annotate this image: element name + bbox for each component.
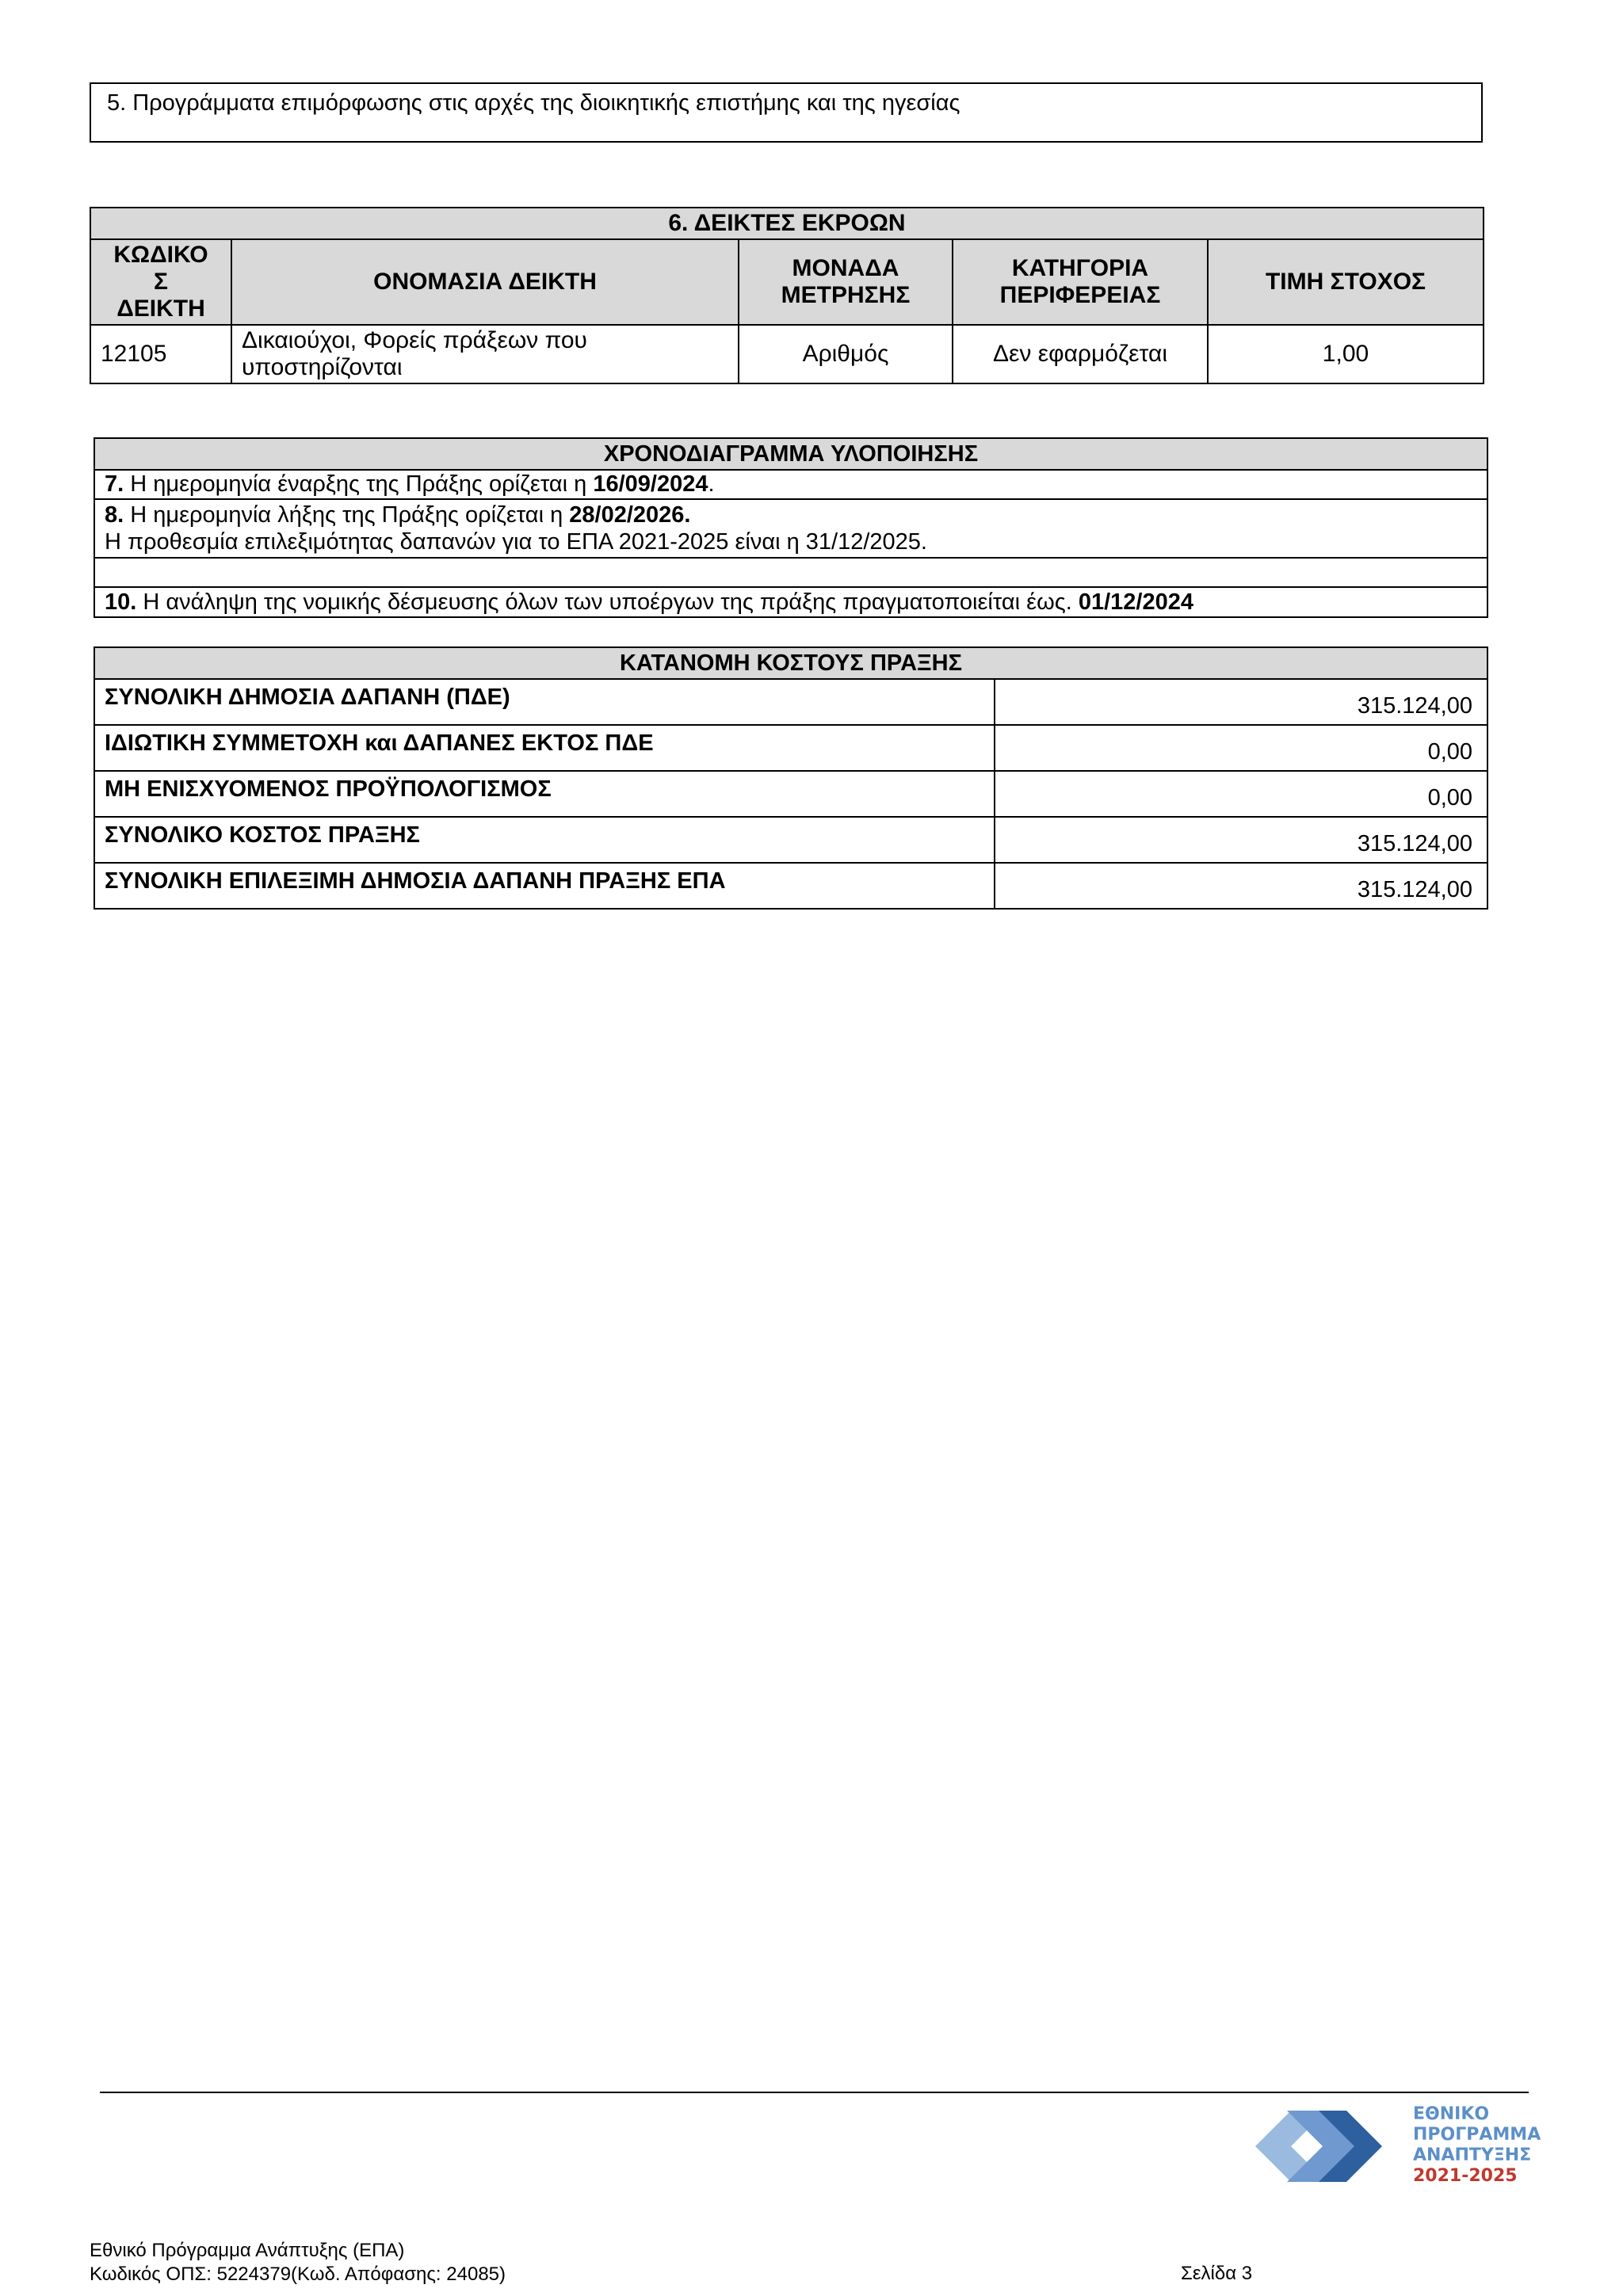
cost-value: 0,00 bbox=[995, 771, 1487, 817]
table-row bbox=[94, 725, 1487, 771]
table-row bbox=[90, 325, 1484, 383]
footer-program: Εθνικό Πρόγραμμα Ανάπτυξης (ΕΠΑ) bbox=[90, 2240, 405, 2261]
cost-value: 315.124,00 bbox=[995, 863, 1487, 909]
page-number: Σελίδα 3 bbox=[1181, 2263, 1253, 2284]
footer-info bbox=[90, 2239, 506, 2286]
indicator-unit: Αριθμός bbox=[739, 325, 953, 383]
schedule-item-7: 7. Η ημερομηνία έναρξης της Πράξης ορίζεται η 16/09/2024. bbox=[94, 470, 1487, 499]
indicator-target: 1,00 bbox=[1208, 325, 1484, 383]
cost-value: 0,00 bbox=[995, 725, 1487, 771]
header-unit: ΜΟΝΑΔΑ ΜΕΤΡΗΣΗΣ bbox=[739, 239, 953, 325]
output-indicators-table bbox=[90, 207, 1484, 384]
table-row bbox=[94, 863, 1487, 909]
section-5-box bbox=[90, 82, 1483, 143]
indicator-name: Δικαιούχοι, Φορείς πράξεων που υποστηρίζονται bbox=[231, 325, 739, 383]
logo-wordmark: ΕΘΝΙΚΟ ΠΡΟΓΡΑΜΜΑ ΑΝΑΠΤΥΞΗΣ 2021-2025 bbox=[1413, 2104, 1541, 2186]
header-name: ΟΝΟΜΑΣΙΑ ΔΕΙΚΤΗ bbox=[231, 239, 739, 325]
footer-code: Κωδικός ΟΠΣ: 5224379(Κωδ. Απόφασης: 24085) bbox=[90, 2264, 506, 2285]
schedule-empty-row bbox=[94, 558, 1487, 587]
schedule-item-8: 8. Η ημερομηνία λήξης της Πράξης ορίζεται η 28/02/2026. Η προθεσμία επιλεξιμότητας δαπανών για το ΕΠΑ 2021-2025 είναι η 31/12/2025. bbox=[94, 499, 1487, 558]
cost-label: ΣΥΝΟΛΙΚΗ ΔΗΜΟΣΙΑ ΔΑΠΑΝΗ (ΠΔΕ) bbox=[94, 679, 995, 725]
table-row bbox=[94, 771, 1487, 817]
schedule-table bbox=[94, 437, 1488, 618]
header-target: ΤΙΜΗ ΣΤΟΧΟΣ bbox=[1208, 239, 1484, 325]
section-5-text: 5. Προγράμματα επιμόρφωσης στις αρχές της διοικητικής επιστήμης και της ηγεσίας bbox=[107, 90, 960, 116]
cost-value: 315.124,00 bbox=[995, 679, 1487, 725]
indicators-title: 6. ΔΕΙΚΤΕΣ ΕΚΡΟΩΝ bbox=[90, 208, 1484, 239]
cost-value: 315.124,00 bbox=[995, 817, 1487, 863]
table-row bbox=[94, 817, 1487, 863]
cost-label: ΣΥΝΟΛΙΚΟ ΚΟΣΤΟΣ ΠΡΑΞΗΣ bbox=[94, 817, 995, 863]
schedule-title: ΧΡΟΝΟΔΙΑΓΡΑΜΜΑ ΥΛΟΠΟΙΗΣΗΣ bbox=[94, 438, 1487, 470]
header-region: ΚΑΤΗΓΟΡΙΑ ΠΕΡΙΦΕΡΕΙΑΣ bbox=[953, 239, 1208, 325]
indicator-region: Δεν εφαρμόζεται bbox=[953, 325, 1208, 383]
indicator-code: 12105 bbox=[90, 325, 231, 383]
cost-allocation-table bbox=[94, 646, 1488, 910]
schedule-item-10: 10. Η ανάληψη της νομικής δέσμευσης όλων των υποέργων της πράξης πραγματοποιείται έως. 01/12/2024 bbox=[94, 587, 1487, 617]
cost-label: ΙΔΙΩΤΙΚΗ ΣΥΜΜΕΤΟΧΗ και ΔΑΠΑΝΕΣ ΕΚΤΟΣ ΠΔΕ bbox=[94, 725, 995, 771]
costs-title: ΚΑΤΑΝΟΜΗ ΚΟΣΤΟΥΣ ΠΡΑΞΗΣ bbox=[94, 647, 1487, 679]
footer-divider bbox=[100, 2092, 1529, 2093]
header-code: ΚΩΔΙΚΟ Σ ΔΕΙΚΤΗ bbox=[90, 239, 231, 325]
cost-label: ΣΥΝΟΛΙΚΗ ΕΠΙΛΕΞΙΜΗ ΔΗΜΟΣΙΑ ΔΑΠΑΝΗ ΠΡΑΞΗΣ ΕΠΑ bbox=[94, 863, 995, 909]
schedule-item-8-note: Η προθεσμία επιλεξιμότητας δαπανών για το ΕΠΑ 2021-2025 είναι η 31/12/2025. bbox=[105, 529, 927, 555]
cost-label: ΜΗ ΕΝΙΣΧΥΟΜΕΝΟΣ ΠΡΟΫΠΟΛΟΓΙΣΜΟΣ bbox=[94, 771, 995, 817]
table-row bbox=[94, 679, 1487, 725]
